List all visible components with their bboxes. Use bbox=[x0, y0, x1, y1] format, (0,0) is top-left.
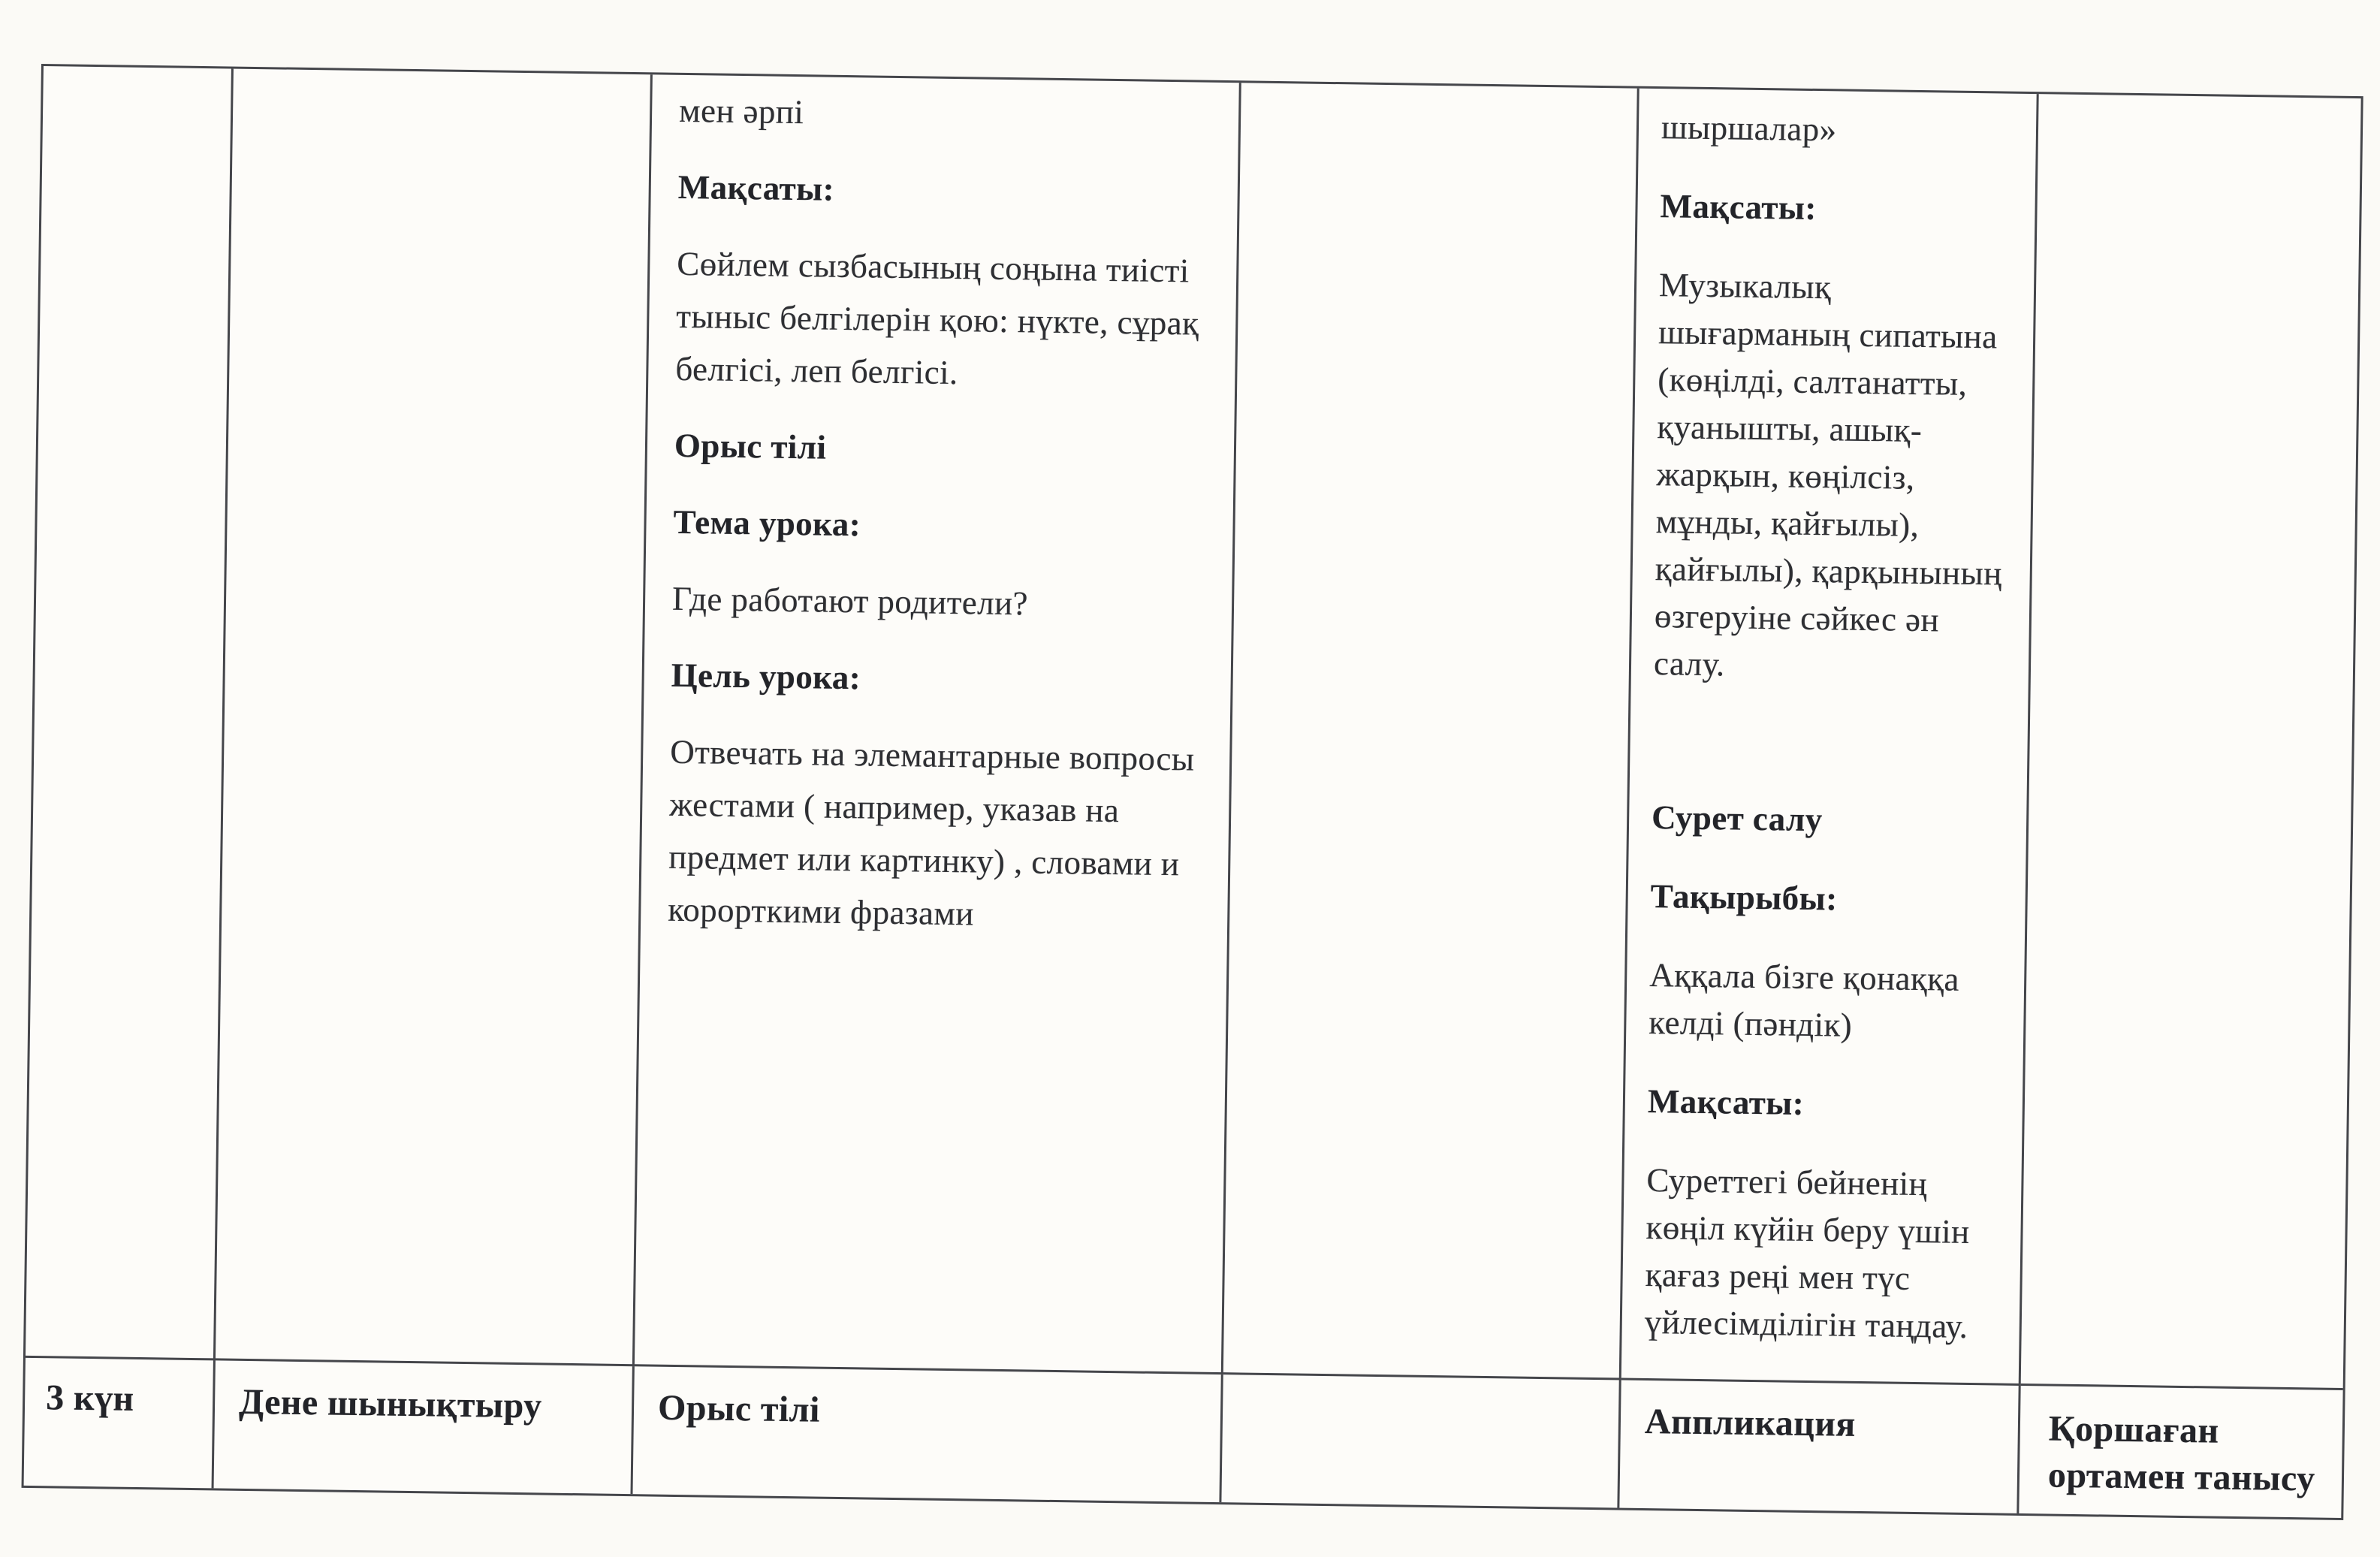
cell-column4-blank bbox=[1223, 83, 1639, 1380]
subject-environment: Қоршаған ортамен танысу bbox=[2047, 1408, 2315, 1499]
cell-day-row-blank bbox=[1221, 1374, 1621, 1507]
lesson-plan-table bbox=[22, 64, 2363, 1520]
goal-label: Мақсаты: bbox=[677, 167, 835, 208]
cell-physical-column-blank bbox=[216, 69, 653, 1367]
carryover-text: мен әрпі bbox=[678, 91, 804, 131]
topic-label: Тема урока: bbox=[673, 502, 861, 544]
subject-application: Аппликация bbox=[1619, 1380, 2020, 1513]
subject-physical-education: Дене шынықтыру bbox=[214, 1360, 635, 1494]
drawing-subject-heading: Сурет салу bbox=[1651, 798, 1823, 839]
topic-text: Где работают родители? bbox=[671, 579, 1029, 623]
cell-literacy-russian-lesson bbox=[635, 74, 1241, 1374]
aim-text: Отвечать на элемантарные вопросы жестами ( например, указав на предмет или картинку) , словами и корорткими фразами bbox=[668, 732, 1195, 933]
drawing-goal-text: Суреттегі бейненің көңіл күйін беру үшін қағаз реңі мен түс үйлесімділігін таңдау. bbox=[1644, 1160, 1970, 1345]
cell-environment-column-blank bbox=[2021, 94, 2361, 1390]
aim-label: Цель урока: bbox=[671, 656, 861, 697]
russian-subject-heading: Орыс тілі bbox=[674, 426, 827, 466]
cell-day-column-blank bbox=[26, 66, 234, 1360]
drawing-theme-text: Аққала бізге қонаққа келді (пәндік) bbox=[1649, 956, 1960, 1044]
music-goal-text: Музыкалық шығарманың сипатына (көңілді, салтанатты, қуанышты, ашық- жарқын, көңілсіз, мұнды, қайғылы), қайғылы), қарқынының өзгеруіне сәйкес ән салу. bbox=[1653, 266, 2003, 683]
subject-russian-language: Орыс тілі bbox=[632, 1366, 1223, 1502]
day-label: 3 күн bbox=[24, 1358, 216, 1489]
goal-text: Сөйлем сызбасының соңына тиісті тыныс белгілерін қою: нүкте, сұрақ белгісі, леп белгісі. bbox=[675, 244, 1199, 392]
cell-music-art-lesson bbox=[1621, 89, 2039, 1386]
music-goal-label: Мақсаты: bbox=[1660, 187, 1817, 228]
drawing-goal-label: Мақсаты: bbox=[1647, 1082, 1805, 1122]
drawing-theme-label: Тақырыбы: bbox=[1650, 877, 1838, 918]
music-carryover-text: шыршалар» bbox=[1661, 108, 1837, 149]
